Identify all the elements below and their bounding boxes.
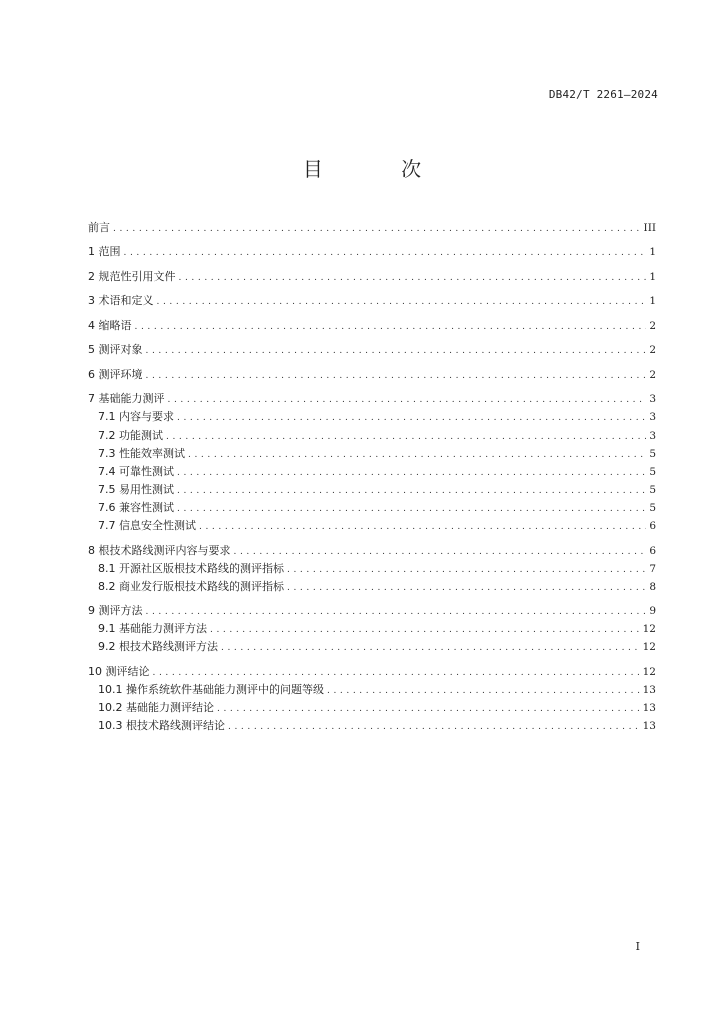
toc-entry-label: 9.1 基础能力测评方法	[98, 622, 207, 636]
toc-entry[interactable]	[88, 681, 656, 699]
toc-entry-label: 10.3 根技术路线测评结论	[98, 719, 225, 733]
toc-entry-label: 7.4 可靠性测试	[98, 464, 174, 478]
toc-entry[interactable]	[88, 243, 656, 261]
toc-entry-label: 7.1 内容与要求	[98, 410, 174, 424]
toc-entry-page: 2	[649, 344, 656, 357]
toc-entry-page: 3	[649, 429, 656, 442]
page-title: 目 次	[302, 157, 458, 181]
toc-leader-dots	[228, 718, 640, 736]
toc-entry[interactable]	[88, 717, 656, 735]
toc-entry-page: 12	[642, 641, 656, 654]
toc-entry-page: 1	[649, 270, 656, 283]
toc-entry-page: III	[643, 222, 656, 234]
toc-leader-dots	[177, 464, 646, 482]
toc-entry[interactable]	[88, 542, 656, 560]
toc-leader-dots	[179, 269, 647, 287]
toc-entry-page: 5	[649, 501, 656, 514]
toc-entry[interactable]	[88, 445, 656, 463]
toc-leader-dots	[221, 639, 640, 657]
toc-entry-label: 6 测评环境	[88, 367, 143, 381]
toc-entry[interactable]	[88, 268, 656, 286]
toc-entry[interactable]	[88, 366, 656, 384]
toc-entry-label: 9 测评方法	[88, 604, 143, 618]
toc-entry-page: 3	[649, 411, 656, 424]
toc-entry-label: 3 术语和定义	[88, 294, 154, 308]
toc-entry-label: 7.6 兼容性测试	[98, 500, 174, 514]
toc-entry-label: 7.2 功能测试	[98, 428, 163, 442]
toc-leader-dots	[234, 543, 647, 561]
toc-leader-dots	[177, 482, 646, 500]
toc-entry-label: 10 测评结论	[88, 664, 150, 678]
toc-entry[interactable]	[88, 499, 656, 517]
toc-entry-label: 7 基础能力测评	[88, 392, 165, 406]
standard-code: DB42/T 2261—2024	[548, 88, 658, 101]
toc-entry[interactable]	[88, 638, 656, 656]
toc-leader-dots	[287, 561, 646, 579]
toc-entry-page: 2	[649, 319, 656, 332]
toc-entry-page: 2	[649, 368, 656, 381]
toc-leader-dots	[153, 664, 640, 682]
toc-entry-page: 12	[642, 665, 656, 678]
toc-entry-page: 12	[642, 623, 656, 636]
toc-leader-dots	[168, 391, 647, 409]
toc-entry-label: 5 测评对象	[88, 343, 143, 357]
toc-entry-page: 13	[642, 702, 656, 715]
toc-entry-label: 2 规范性引用文件	[88, 269, 176, 283]
toc-entry-label: 9.2 根技术路线测评方法	[98, 640, 218, 654]
toc-entry-page: 13	[642, 683, 656, 696]
toc-entry-page: 7	[649, 562, 656, 575]
toc-entry-label: 4 缩略语	[88, 318, 132, 332]
toc-entry[interactable]	[88, 481, 656, 499]
toc-entry-label: 8 根技术路线测评内容与要求	[88, 543, 231, 557]
page-number: I	[635, 940, 640, 953]
toc-entry-label: 8.2 商业发行版根技术路线的测评指标	[98, 579, 284, 593]
toc-leader-dots	[146, 603, 647, 621]
toc-entry-page: 1	[649, 295, 656, 308]
toc-entry-page: 6	[649, 520, 656, 533]
toc-entry-page: 9	[649, 605, 656, 618]
toc-leader-dots	[135, 318, 647, 336]
toc-entry-page: 5	[649, 483, 656, 496]
toc-entry[interactable]	[88, 578, 656, 596]
toc-entry[interactable]	[88, 292, 656, 310]
toc-leader-dots	[166, 428, 646, 446]
toc-leader-dots	[188, 446, 646, 464]
table-of-contents	[88, 219, 656, 735]
toc-leader-dots	[217, 700, 640, 718]
toc-leader-dots	[113, 220, 641, 238]
toc-entry-page: 5	[649, 465, 656, 478]
toc-entry[interactable]	[88, 390, 656, 408]
toc-entry[interactable]	[88, 317, 656, 335]
toc-entry-page: 3	[649, 393, 656, 406]
toc-leader-dots	[210, 621, 640, 639]
toc-leader-dots	[157, 293, 647, 311]
toc-leader-dots	[287, 579, 646, 597]
toc-entry-label: 7.7 信息安全性测试	[98, 519, 196, 533]
toc-entry-label: 前言	[88, 221, 110, 234]
toc-entry[interactable]	[88, 408, 656, 426]
toc-entry-label: 10.2 基础能力测评结论	[98, 701, 214, 715]
toc-leader-dots	[199, 518, 646, 536]
toc-entry-label: 7.3 性能效率测试	[98, 446, 185, 460]
toc-entry[interactable]	[88, 219, 656, 237]
toc-entry[interactable]	[88, 620, 656, 638]
toc-entry[interactable]	[88, 602, 656, 620]
toc-entry[interactable]	[88, 699, 656, 717]
toc-entry-page: 8	[649, 580, 656, 593]
toc-leader-dots	[177, 500, 646, 518]
toc-entry-label: 7.5 易用性测试	[98, 482, 174, 496]
toc-leader-dots	[177, 409, 646, 427]
toc-entry-label: 10.1 操作系统软件基础能力测评中的问题等级	[98, 682, 324, 696]
toc-entry-label: 1 范围	[88, 245, 121, 259]
toc-entry[interactable]	[88, 463, 656, 481]
toc-entry-label: 8.1 开源社区版根技术路线的测评指标	[98, 561, 284, 575]
toc-leader-dots	[124, 244, 647, 262]
toc-entry-page: 1	[649, 246, 656, 259]
toc-entry-page: 13	[642, 720, 656, 733]
toc-entry-page: 6	[649, 544, 656, 557]
toc-leader-dots	[327, 682, 640, 700]
toc-leader-dots	[146, 342, 647, 360]
toc-entry[interactable]	[88, 341, 656, 359]
toc-entry[interactable]	[88, 560, 656, 578]
toc-entry-page: 5	[649, 447, 656, 460]
toc-leader-dots	[146, 367, 647, 385]
toc-entry[interactable]	[88, 517, 656, 535]
toc-entry[interactable]	[88, 427, 656, 445]
toc-entry[interactable]	[88, 663, 656, 681]
